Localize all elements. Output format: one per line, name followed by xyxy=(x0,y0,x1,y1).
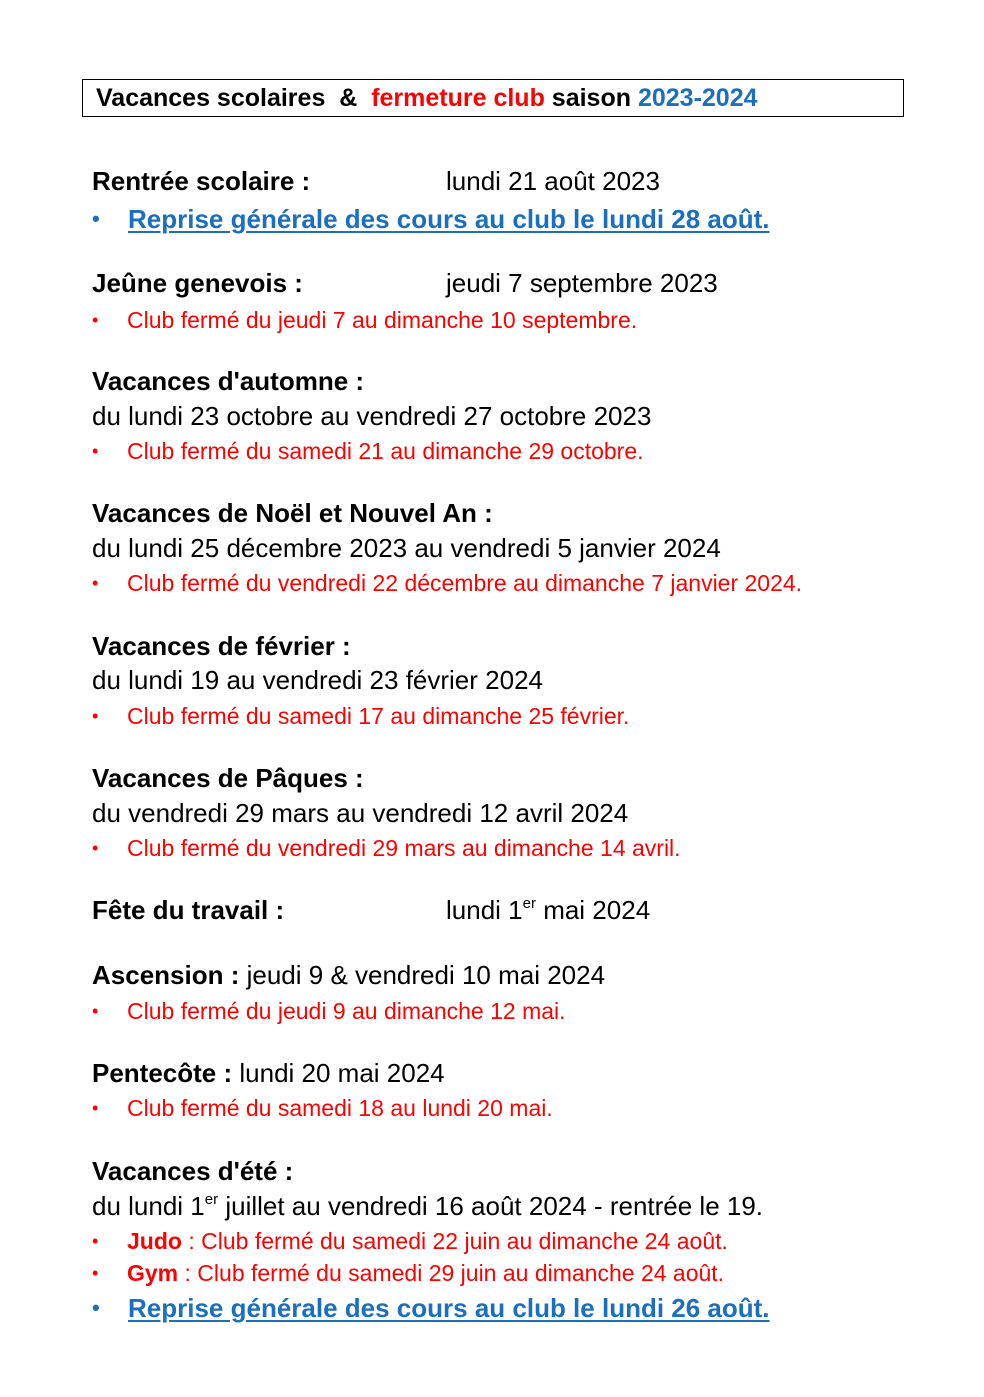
ete-heading: Vacances d'été : xyxy=(92,1156,294,1186)
travail-heading: Fête du travail : xyxy=(92,895,285,925)
travail-date-sup: er xyxy=(522,895,536,912)
jeune-heading: Jeûne genevois : xyxy=(92,268,303,298)
ascension-closure-text: Club fermé du jeudi 9 au dimanche 12 mai. xyxy=(127,998,566,1024)
gym-label: Gym xyxy=(127,1260,179,1286)
noel-closure xyxy=(92,568,802,598)
title-part-3: saison xyxy=(544,84,638,112)
ascension-line xyxy=(92,959,605,991)
automne-dates: du lundi 23 octobre au vendredi 27 octobre 2023 xyxy=(92,401,652,431)
bullet-icon: • xyxy=(92,1231,99,1251)
pentecote-closure xyxy=(92,1093,553,1123)
bullet-icon: • xyxy=(92,206,100,231)
judo-label: Judo xyxy=(127,1228,182,1254)
ascension-date: jeudi 9 & vendredi 10 mai 2024 xyxy=(239,960,606,990)
title-part-1: Vacances scolaires & xyxy=(96,84,372,112)
bullet-icon: • xyxy=(92,706,99,726)
paques-closure-text: Club fermé du vendredi 29 mars au dimanche 14 avril. xyxy=(127,835,681,861)
ete-reprise-text[interactable]: Reprise générale des cours au club le lundi 26 août. xyxy=(128,1293,770,1323)
fevrier-closure-text: Club fermé du samedi 17 au dimanche 25 février. xyxy=(127,703,630,729)
jeune-closure-text: Club fermé du jeudi 7 au dimanche 10 septembre. xyxy=(127,307,638,333)
ete-dates-pre: du lundi 1 xyxy=(92,1191,205,1221)
judo-closure-text: : Club fermé du samedi 22 juin au dimanche 24 août. xyxy=(181,1228,728,1254)
ete-gym-closure xyxy=(92,1258,724,1288)
rentree-reprise-text[interactable]: Reprise générale des cours au club le lundi 28 août. xyxy=(128,204,770,234)
paques-dates: du vendredi 29 mars au vendredi 12 avril 2024 xyxy=(92,798,629,828)
automne-closure xyxy=(92,436,644,466)
bullet-icon: • xyxy=(92,1098,99,1118)
bullet-icon: • xyxy=(92,838,99,858)
pentecote-closure-text: Club fermé du samedi 18 au lundi 20 mai. xyxy=(127,1095,553,1121)
fevrier-dates: du lundi 19 au vendredi 23 février 2024 xyxy=(92,665,543,695)
bullet-icon: • xyxy=(92,1263,99,1283)
paques-closure xyxy=(92,833,681,863)
automne-heading: Vacances d'automne : xyxy=(92,366,365,396)
ascension-closure xyxy=(92,996,566,1026)
travail-date-post: mai 2024 xyxy=(535,895,651,925)
rentree-heading: Rentrée scolaire : xyxy=(92,166,311,196)
rentree-reprise-link[interactable] xyxy=(92,203,770,235)
noel-closure-text: Club fermé du vendredi 22 décembre au dimanche 7 janvier 2024. xyxy=(127,570,803,596)
fevrier-heading: Vacances de février : xyxy=(92,631,351,661)
automne-closure-text: Club fermé du samedi 21 au dimanche 29 octobre. xyxy=(127,438,644,464)
gym-closure-text: : Club fermé du samedi 29 juin au dimanche 24 août. xyxy=(178,1260,725,1286)
noel-heading: Vacances de Noël et Nouvel An : xyxy=(92,498,493,528)
ete-dates-sup: er xyxy=(204,1191,219,1208)
title-part-4: 2023-2024 xyxy=(637,84,758,112)
fevrier-closure xyxy=(92,701,629,731)
noel-dates: du lundi 25 décembre 2023 au vendredi 5 janvier 2024 xyxy=(92,533,721,563)
pentecote-line xyxy=(92,1057,445,1089)
bullet-icon: • xyxy=(92,441,99,461)
jeune-closure xyxy=(92,305,637,335)
ete-dates-post: juillet au vendredi 16 août 2024 - rentrée le 19. xyxy=(218,1191,764,1221)
travail-date xyxy=(446,894,650,926)
bullet-icon: • xyxy=(92,573,99,593)
travail-date-pre: lundi 1 xyxy=(446,895,523,925)
paques-heading: Vacances de Pâques : xyxy=(92,763,364,793)
bullet-icon: • xyxy=(92,310,99,330)
bullet-icon: • xyxy=(92,1295,100,1320)
ete-judo-closure xyxy=(92,1226,728,1256)
ete-dates xyxy=(92,1190,763,1222)
title-part-2: fermeture club xyxy=(371,84,545,112)
bullet-icon: • xyxy=(92,1001,99,1021)
rentree-date: lundi 21 août 2023 xyxy=(446,166,660,196)
page-title xyxy=(96,82,758,114)
jeune-date: jeudi 7 septembre 2023 xyxy=(446,268,718,298)
pentecote-heading: Pentecôte : xyxy=(92,1058,233,1088)
ete-reprise-link[interactable] xyxy=(92,1292,770,1324)
pentecote-date: lundi 20 mai 2024 xyxy=(232,1058,445,1088)
ascension-heading: Ascension : xyxy=(92,960,240,990)
